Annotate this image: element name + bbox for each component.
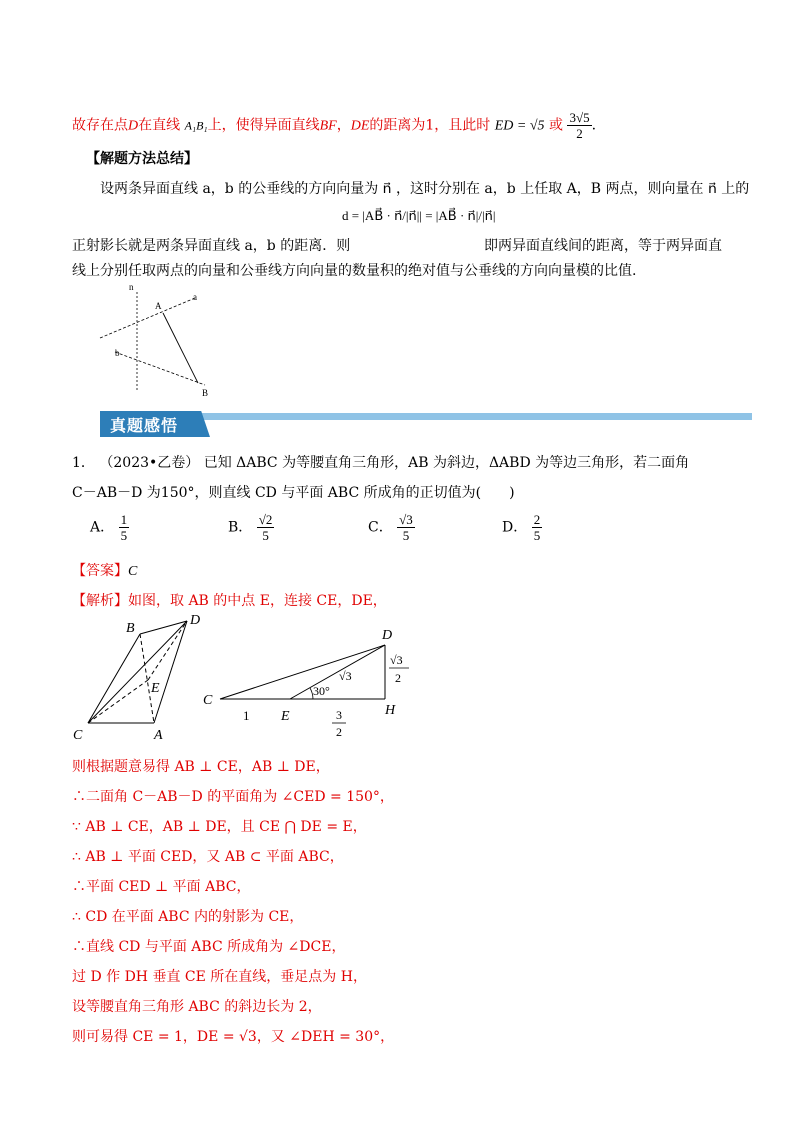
eh-num: 3 [336, 708, 342, 722]
option-label: C． [368, 519, 393, 536]
analysis-step: ∵ AB ⊥ CE，AB ⊥ DE，且 CE ⋂ DE = E， [72, 819, 367, 835]
analysis-step: ∴ AB ⊥ 平面 CED，又 AB ⊂ 平面 ABC， [72, 849, 344, 865]
frac-num: 2 [533, 512, 541, 527]
label-A: A [154, 728, 163, 743]
label-n: n [129, 282, 134, 292]
frac-den: 5 [120, 528, 128, 543]
question-line1 [72, 452, 689, 472]
option-label: A． [90, 519, 115, 536]
label-sqrt3: √3 [339, 669, 352, 683]
section-bar [100, 409, 752, 437]
edge-CD [88, 621, 187, 723]
text-part: 上，使得异面直线 [207, 117, 320, 134]
text-part: 的距离为1，且此时 [369, 117, 491, 134]
answer-line [72, 560, 137, 580]
frac-num: √2 [258, 512, 273, 527]
frac-den: 2 [576, 126, 583, 141]
label-A: A [155, 301, 162, 311]
frac-den: 5 [402, 528, 410, 543]
line-label: A₁B₁ [184, 118, 208, 133]
frac-den: 5 [533, 528, 541, 543]
analysis-steps [72, 752, 394, 1052]
frac-den: 5 [262, 528, 269, 543]
analysis-step: 过 D 作 DH 垂直 CE 所在直线，垂足点为 H， [72, 969, 367, 985]
label-B: B [126, 621, 135, 636]
segment-ED [290, 645, 385, 699]
eh-den: 2 [336, 725, 342, 739]
option-fraction [397, 512, 415, 543]
line-label: BF [319, 118, 337, 134]
label-B: B [202, 388, 209, 398]
question-source: （2023•乙卷） [99, 455, 200, 471]
analysis-step: 则根据题意易得 AB ⊥ CE，AB ⊥ DE， [72, 759, 330, 775]
method-line3: 线上分别任取两点的向量和公垂线方向向量的数量积的绝对值与公垂线的方向向量模的比值. [72, 263, 637, 279]
edge-BC [88, 634, 140, 723]
option-a[interactable] [90, 512, 129, 543]
fraction [567, 110, 591, 141]
label-D: D [190, 613, 201, 628]
section-title: 真题感悟 [110, 416, 179, 435]
label-angle: 30° [313, 684, 330, 698]
text-part: 或 [549, 117, 563, 134]
label-D: D [382, 628, 393, 643]
segment-CE [88, 680, 148, 723]
frac-num: √3 [399, 512, 413, 527]
frac-num: 3√5 [569, 110, 590, 125]
answer-value: C [128, 564, 138, 579]
method-line1: 设两条异面直线 a，b 的公垂线的方向向量为 n⃗ ，这时分别在 a，b 上任取 A，B 两点，则向量在 n⃗ 上的 [100, 181, 750, 197]
point-label: D [128, 118, 139, 134]
label-E: E [151, 681, 160, 696]
option-fraction [119, 512, 130, 543]
label-E: E [281, 709, 290, 724]
analysis-step: ∴直线 CD 与平面 ABC 所成角为 ∠DCE， [72, 939, 346, 955]
method-line2a: 正射影长就是两条异面直线 a，b 的距离．则 [72, 238, 351, 254]
analysis-intro-text: 如图，取 AB 的中点 E，连接 CE，DE， [128, 593, 387, 609]
option-fraction [532, 512, 543, 543]
answer-tag: 【答案】 [72, 563, 128, 579]
option-c[interactable] [368, 512, 415, 543]
analysis-step: 则可易得 CE = 1，DE = √3，又 ∠DEH = 30°， [72, 1029, 395, 1045]
equation: ED = √5 [494, 118, 545, 134]
option-fraction [257, 512, 275, 543]
option-d[interactable] [502, 512, 542, 543]
edge-BA [140, 634, 154, 723]
question-number: 1． [72, 455, 95, 471]
method-line2b: 即两异面直线间的距离，等于两异面直 [484, 238, 722, 254]
text-part: 故存在点 [72, 117, 128, 134]
text-part: ， [336, 117, 351, 134]
option-b[interactable] [228, 512, 274, 543]
label-C: C [203, 693, 213, 708]
label-b: b [115, 348, 120, 358]
dh-den: 2 [395, 671, 401, 685]
line-label: DE [350, 118, 370, 134]
label-one: 1 [243, 708, 250, 723]
line-a [100, 298, 195, 338]
analysis-step: ∴二面角 C－AB－D 的平面角为 ∠CED = 150°， [72, 789, 394, 805]
label-a: a [193, 292, 197, 302]
label-C: C [73, 728, 83, 743]
analysis-step: 设等腰直角三角形 ABC 的斜边长为 2， [72, 999, 322, 1015]
analysis-step: ∴ CD 在平面 ABC 内的射影为 CE， [72, 909, 304, 925]
segment-CD [220, 645, 385, 699]
analysis-step: ∴平面 CED ⊥ 平面 ABC， [72, 879, 251, 895]
skew-lines-figure [95, 280, 215, 400]
analysis-intro [72, 590, 387, 610]
question-line2: C－AB－D 为150°，则直线 CD 与平面 ABC 所成角的正切值为( ) [72, 485, 515, 501]
method-heading: 【解题方法总结】 [86, 151, 198, 167]
distance-formula: d = |AB⃗ · n⃗/|n⃗|| = |AB⃗ · n⃗|/|n⃗| [342, 208, 496, 223]
frac-num: 1 [120, 512, 128, 527]
analysis-tag: 【解析】 [72, 593, 128, 609]
right-triangle-figure [195, 620, 425, 745]
text-part: 在直线 [138, 117, 181, 134]
option-label: D． [502, 519, 528, 536]
dh-num: √3 [390, 653, 403, 667]
top-conclusion-line [72, 110, 596, 141]
edge-DA [154, 621, 187, 723]
label-H: H [385, 703, 396, 718]
option-label: B． [228, 519, 253, 536]
line-b [115, 352, 205, 385]
segment-AB [163, 313, 198, 383]
question-text: 已知 ΔABC 为等腰直角三角形，AB 为斜边，ΔABD 为等边三角形，若二面角 [203, 455, 690, 471]
period: . [591, 117, 597, 134]
tetrahedron-figure [70, 610, 210, 745]
